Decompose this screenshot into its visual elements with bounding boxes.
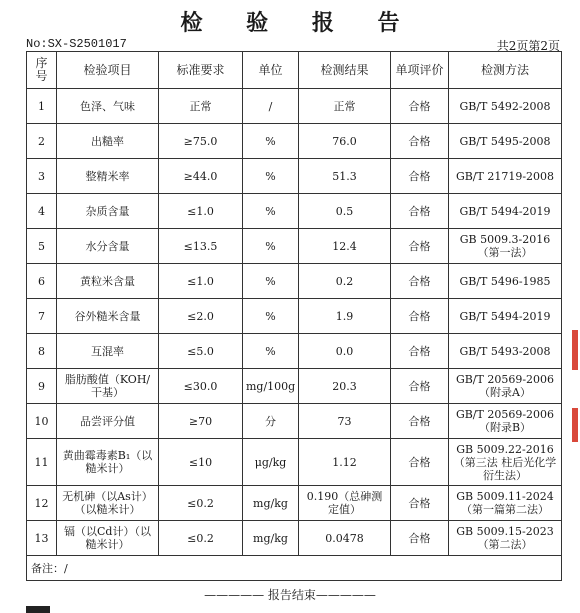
row-index: 4 bbox=[27, 194, 57, 229]
row-unit: % bbox=[243, 124, 299, 159]
table-row bbox=[27, 486, 562, 521]
table-header-row bbox=[27, 52, 562, 89]
table-row bbox=[27, 299, 562, 334]
row-standard: ≥70 bbox=[159, 404, 243, 439]
row-result: 正常 bbox=[299, 89, 391, 124]
row-result: 0.0478 bbox=[299, 521, 391, 556]
row-unit: % bbox=[243, 299, 299, 334]
row-result: 76.0 bbox=[299, 124, 391, 159]
row-item: 镉（以Cd计）（以糙米计） bbox=[57, 521, 159, 556]
row-result: 12.4 bbox=[299, 229, 391, 264]
row-standard: ≤0.2 bbox=[159, 521, 243, 556]
row-unit: % bbox=[243, 229, 299, 264]
row-method: GB 5009.22-2016 （第三法 柱后光化学衍生法） bbox=[449, 439, 562, 486]
row-result: 0.5 bbox=[299, 194, 391, 229]
row-result: 51.3 bbox=[299, 159, 391, 194]
row-evaluation: 合格 bbox=[391, 89, 449, 124]
row-unit: mg/kg bbox=[243, 521, 299, 556]
row-standard: ≥44.0 bbox=[159, 159, 243, 194]
row-item: 水分含量 bbox=[57, 229, 159, 264]
row-index: 9 bbox=[27, 369, 57, 404]
row-index: 3 bbox=[27, 159, 57, 194]
row-standard: ≤1.0 bbox=[159, 264, 243, 299]
row-index: 13 bbox=[27, 521, 57, 556]
row-item: 脂肪酸值（KOH/干基） bbox=[57, 369, 159, 404]
row-item: 杂质含量 bbox=[57, 194, 159, 229]
inspection-table bbox=[26, 51, 562, 581]
row-evaluation: 合格 bbox=[391, 194, 449, 229]
row-item: 无机砷（以As计）（以糙米计） bbox=[57, 486, 159, 521]
row-evaluation: 合格 bbox=[391, 404, 449, 439]
table-row bbox=[27, 334, 562, 369]
row-standard: ≤0.2 bbox=[159, 486, 243, 521]
row-unit: / bbox=[243, 89, 299, 124]
col-header-method: 检测方法 bbox=[449, 52, 562, 89]
table-row bbox=[27, 369, 562, 404]
row-method: GB/T 5494-2019 bbox=[449, 299, 562, 334]
row-item: 黄曲霉毒素B₁（以糙米计） bbox=[57, 439, 159, 486]
row-index: 7 bbox=[27, 299, 57, 334]
row-evaluation: 合格 bbox=[391, 264, 449, 299]
row-result: 73 bbox=[299, 404, 391, 439]
row-evaluation: 合格 bbox=[391, 369, 449, 404]
table-row bbox=[27, 404, 562, 439]
row-standard: ≤5.0 bbox=[159, 334, 243, 369]
row-standard: ≥75.0 bbox=[159, 124, 243, 159]
row-index: 6 bbox=[27, 264, 57, 299]
row-unit: % bbox=[243, 194, 299, 229]
row-evaluation: 合格 bbox=[391, 439, 449, 486]
table-row bbox=[27, 439, 562, 486]
row-evaluation: 合格 bbox=[391, 486, 449, 521]
row-item: 整精米率 bbox=[57, 159, 159, 194]
col-header-unit: 单位 bbox=[243, 52, 299, 89]
row-unit: mg/100g bbox=[243, 369, 299, 404]
table-row bbox=[27, 194, 562, 229]
row-index: 2 bbox=[27, 124, 57, 159]
row-index: 5 bbox=[27, 229, 57, 264]
table-body bbox=[27, 89, 562, 556]
table-row bbox=[27, 159, 562, 194]
row-method: GB/T 20569-2006 （附录A） bbox=[449, 369, 562, 404]
row-index: 8 bbox=[27, 334, 57, 369]
stamp-mark-upper bbox=[572, 330, 578, 370]
row-index: 11 bbox=[27, 439, 57, 486]
row-method: GB/T 5492-2008 bbox=[449, 89, 562, 124]
table-row bbox=[27, 89, 562, 124]
row-index: 1 bbox=[27, 89, 57, 124]
row-method: GB 5009.15-2023 （第二法） bbox=[449, 521, 562, 556]
row-unit: mg/kg bbox=[243, 486, 299, 521]
row-method: GB/T 5496-1985 bbox=[449, 264, 562, 299]
row-item: 色泽、气味 bbox=[57, 89, 159, 124]
row-result: 0.2 bbox=[299, 264, 391, 299]
row-evaluation: 合格 bbox=[391, 334, 449, 369]
row-result: 1.12 bbox=[299, 439, 391, 486]
row-index: 10 bbox=[27, 404, 57, 439]
row-evaluation: 合格 bbox=[391, 229, 449, 264]
row-standard: ≤13.5 bbox=[159, 229, 243, 264]
row-method: GB/T 20569-2006 （附录B） bbox=[449, 404, 562, 439]
row-item: 互混率 bbox=[57, 334, 159, 369]
row-item: 黄粒米含量 bbox=[57, 264, 159, 299]
note-row bbox=[27, 556, 562, 581]
row-unit: % bbox=[243, 159, 299, 194]
note-text: 备注：/ bbox=[27, 556, 562, 581]
row-result: 1.9 bbox=[299, 299, 391, 334]
page-info: 共2页第2页 bbox=[496, 39, 560, 53]
row-method: GB 5009.3-2016 （第一法） bbox=[449, 229, 562, 264]
row-result: 20.3 bbox=[299, 369, 391, 404]
table-row bbox=[27, 521, 562, 556]
row-item: 品尝评分值 bbox=[57, 404, 159, 439]
report-end-text: ————— 报告结束————— bbox=[204, 588, 376, 602]
col-header-index: 序号 bbox=[27, 52, 57, 89]
row-standard: ≤10 bbox=[159, 439, 243, 486]
row-unit: % bbox=[243, 334, 299, 369]
row-evaluation: 合格 bbox=[391, 159, 449, 194]
row-method: GB/T 5494-2019 bbox=[449, 194, 562, 229]
row-item: 出糙率 bbox=[57, 124, 159, 159]
row-evaluation: 合格 bbox=[391, 521, 449, 556]
row-method: GB/T 5495-2008 bbox=[449, 124, 562, 159]
row-evaluation: 合格 bbox=[391, 299, 449, 334]
row-standard: ≤2.0 bbox=[159, 299, 243, 334]
report-number: No:SX-S2501017 bbox=[26, 37, 127, 51]
table-row bbox=[27, 229, 562, 264]
row-item: 谷外糙米含量 bbox=[57, 299, 159, 334]
row-evaluation: 合格 bbox=[391, 124, 449, 159]
row-method: GB 5009.11-2024 （第一篇第二法） bbox=[449, 486, 562, 521]
row-unit: 分 bbox=[243, 404, 299, 439]
row-standard: ≤1.0 bbox=[159, 194, 243, 229]
col-header-standard: 标准要求 bbox=[159, 52, 243, 89]
row-method: GB/T 21719-2008 bbox=[449, 159, 562, 194]
col-header-item: 检验项目 bbox=[57, 52, 159, 89]
row-result: 0.0 bbox=[299, 334, 391, 369]
row-standard: 正常 bbox=[159, 89, 243, 124]
row-method: GB/T 5493-2008 bbox=[449, 334, 562, 369]
table-row bbox=[27, 264, 562, 299]
row-unit: % bbox=[243, 264, 299, 299]
clipped-text-fragment bbox=[26, 606, 50, 613]
row-standard: ≤30.0 bbox=[159, 369, 243, 404]
table-row bbox=[27, 124, 562, 159]
row-unit: μg/kg bbox=[243, 439, 299, 486]
col-header-evaluation: 单项评价 bbox=[391, 52, 449, 89]
col-header-result: 检测结果 bbox=[299, 52, 391, 89]
row-index: 12 bbox=[27, 486, 57, 521]
stamp-mark-lower bbox=[572, 408, 578, 442]
report-title: 检 验 报 告 bbox=[180, 10, 418, 36]
row-result: 0.190（总砷测定值） bbox=[299, 486, 391, 521]
